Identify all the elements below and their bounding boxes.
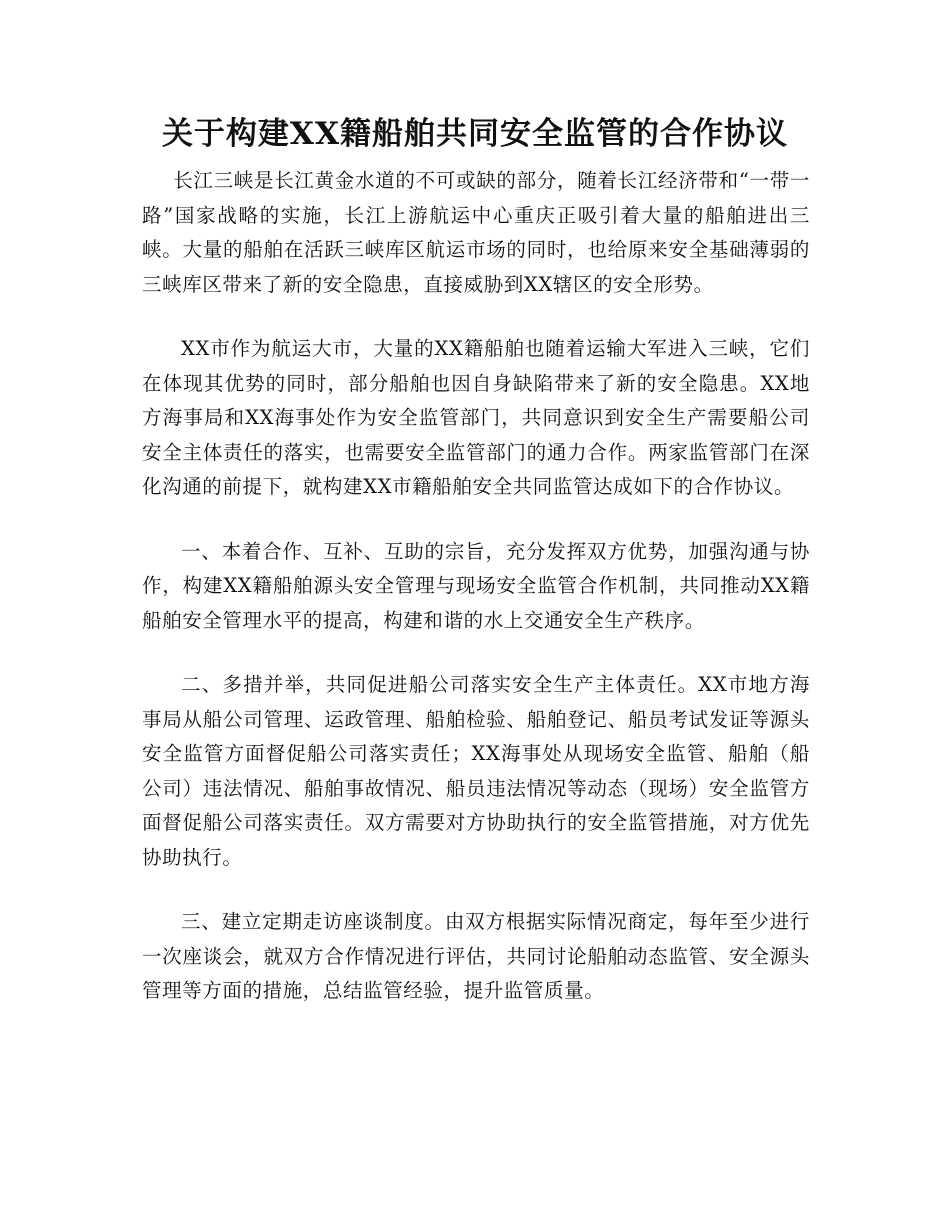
- paragraph-article-1: 一、本着合作、互补、互助的宗旨，充分发挥双方优势，加强沟通与协作，构建XX籍船舶源头安全管理与现场安全监管合作机制，共同推动XX籍船舶安全管理水平的提高，构建和谐的水上交通安全生产秩序。: [142, 539, 810, 632]
- document-title: 关于构建XX籍船舶共同安全监管的合作协议: [161, 116, 789, 152]
- paragraph-background: XX市作为航运大市，大量的XX籍船舶也随着运输大军进入三峡，它们在体现其优势的同时，部分船舶也因自身缺陷带来了新的安全隐患。XX地方海事局和XX海事处作为安全监管部门，共同意识到安全生产需要船公司安全主体责任的落实，也需要安全监管部门的通力合作。两家监管部门在深化沟通的前提下，就构建XX市籍船舶安全共同监管达成如下的合作协议。: [142, 337, 810, 498]
- paragraph-article-2: 二、多措并举，共同促进船公司落实安全生产主体责任。XX市地方海事局从船公司管理、运政管理、船舶检验、船舶登记、船员考试发证等源头安全监管方面督促船公司落实责任；XX海事处从现场安全监管、船舶（船公司）违法情况、船舶事故情况、船员违法情况等动态（现场）安全监管方面督促船公司落实责任。双方需要对方协助执行的安全监管措施，对方优先协助执行。: [142, 673, 810, 869]
- document-body: [142, 164, 810, 1039]
- paragraph-article-3: 三、建立定期走访座谈制度。由双方根据实际情况商定，每年至少进行一次座谈会，就双方合作情况进行评估，共同讨论船舶动态监管、安全源头管理等方面的措施，总结监管经验，提升监管质量。: [142, 910, 810, 1002]
- paragraph-intro: 长江三峡是长江黄金水道的不可或缺的部分，随着长江经济带和“一带一路”国家战略的实施，长江上游航运中心重庆正吸引着大量的船舶进出三峡。大量的船舶在活跃三峡库区航运市场的同时，也给原来安全基础薄弱的三峡库区带来了新的安全隐患，直接威胁到XX辖区的安全形势。: [142, 169, 810, 296]
